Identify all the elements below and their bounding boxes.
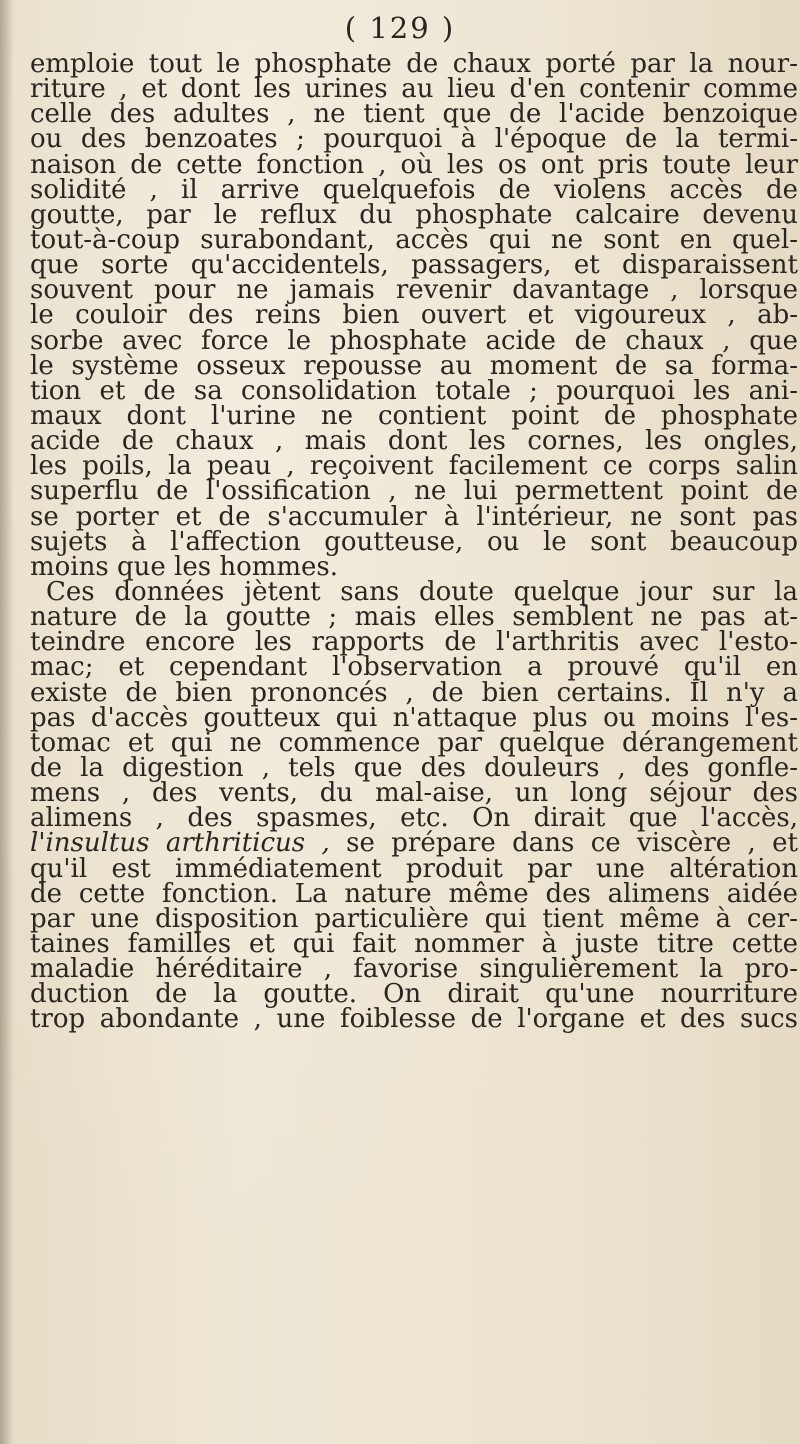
text-line: maladie héréditaire , favorise singulièrement la pro-: [30, 954, 798, 985]
text-line: maux dont l'urine ne contient point de phosphate: [30, 400, 798, 431]
latin-term: l'insultus arthriticus ,: [30, 828, 330, 859]
text-line: sorbe avec force le phosphate acide de chaux , que: [30, 325, 798, 356]
text-line: teindre encore les rapports de l'arthritis avec l'esto-: [30, 627, 798, 658]
text-line: naison de cette fonction , où les os ont pris toute leur: [30, 149, 798, 180]
body-text: [30, 49, 798, 1035]
text-line: Ces données jètent sans doute quelque jour sur la: [46, 576, 798, 607]
text-line: emploie tout le phosphate de chaux porté par la nour-: [30, 49, 798, 79]
page-number: ( 129 ): [344, 11, 456, 45]
text-line: nature de la goutte ; mais elles semblent ne pas at-: [30, 602, 798, 633]
paragraph-1: [30, 49, 798, 582]
text-line: riture , et dont les urines au lieu d'en contenir comme: [30, 74, 798, 105]
text-line: alimens , des spasmes, etc. On dirait que l'accès,: [30, 803, 798, 834]
binding-shadow: [0, 0, 14, 1444]
text-line-rest: se prépare dans ce viscère , et: [346, 828, 798, 859]
text-line: les poils, la peau , reçoivent facilement ce corps salin: [30, 451, 798, 482]
text-line: mens , des vents, du mal-aise, un long séjour des: [30, 778, 798, 809]
text-line: tomac et qui ne commence par quelque dérangement: [30, 727, 798, 758]
text-line: acide de chaux , mais dont les cornes, les ongles,: [30, 426, 798, 457]
text-line: superflu de l'ossification , ne lui permettent point de: [30, 476, 798, 507]
text-line-mixed: [30, 828, 798, 859]
text-line: le système osseux repousse au moment de sa forma-: [30, 350, 798, 381]
text-line: goutte, par le reflux du phosphate calcaire devenu: [30, 199, 798, 230]
text-line: se porter et de s'accumuler à l'intérieur, ne sont pas: [30, 501, 798, 532]
text-line: de la digestion , tels que des douleurs , des gonfle-: [30, 752, 798, 783]
text-line: le couloir des reins bien ouvert et vigoureux , ab-: [30, 300, 798, 331]
text-line: tout-à-coup surabondant, accès qui ne sont en quel-: [30, 224, 798, 255]
text-line: trop abondante , une foiblesse de l'organe et des sucs: [30, 1004, 798, 1035]
paragraph-2: [30, 576, 798, 1035]
text-line: sujets à l'affection goutteuse, ou le sont beaucoup: [30, 526, 798, 557]
text-line: que sorte qu'accidentels, passagers, et disparaissent: [30, 250, 798, 281]
text-line: pas d'accès goutteux qui n'attaque plus ou moins l'es-: [30, 702, 798, 733]
text-line: qu'il est immédiatement produit par une altération: [30, 853, 798, 884]
text-line: duction de la goutte. On dirait qu'une nourriture: [30, 979, 798, 1010]
text-line: moins que les hommes.: [30, 551, 339, 582]
text-line: ou des benzoates ; pourquoi à l'époque de la termi-: [30, 124, 798, 155]
text-line: celle des adultes , ne tient que de l'acide benzoique: [30, 99, 798, 130]
text-line: existe de bien prononcés , de bien certains. Il n'y a: [30, 677, 798, 708]
text-line: solidité , il arrive quelquefois de violens accès de: [30, 174, 798, 205]
text-line: tion et de sa consolidation totale ; pourquoi les ani-: [30, 375, 798, 406]
text-line: taines familles et qui fait nommer à juste titre cette: [30, 928, 798, 959]
text-line: souvent pour ne jamais revenir davantage , lorsque: [30, 275, 798, 306]
text-line: de cette fonction. La nature même des alimens aidée: [30, 878, 798, 909]
text-line: par une disposition particulière qui tient même à cer-: [30, 903, 798, 934]
text-line: mac; et cependant l'observation a prouvé qu'il en: [30, 652, 798, 683]
